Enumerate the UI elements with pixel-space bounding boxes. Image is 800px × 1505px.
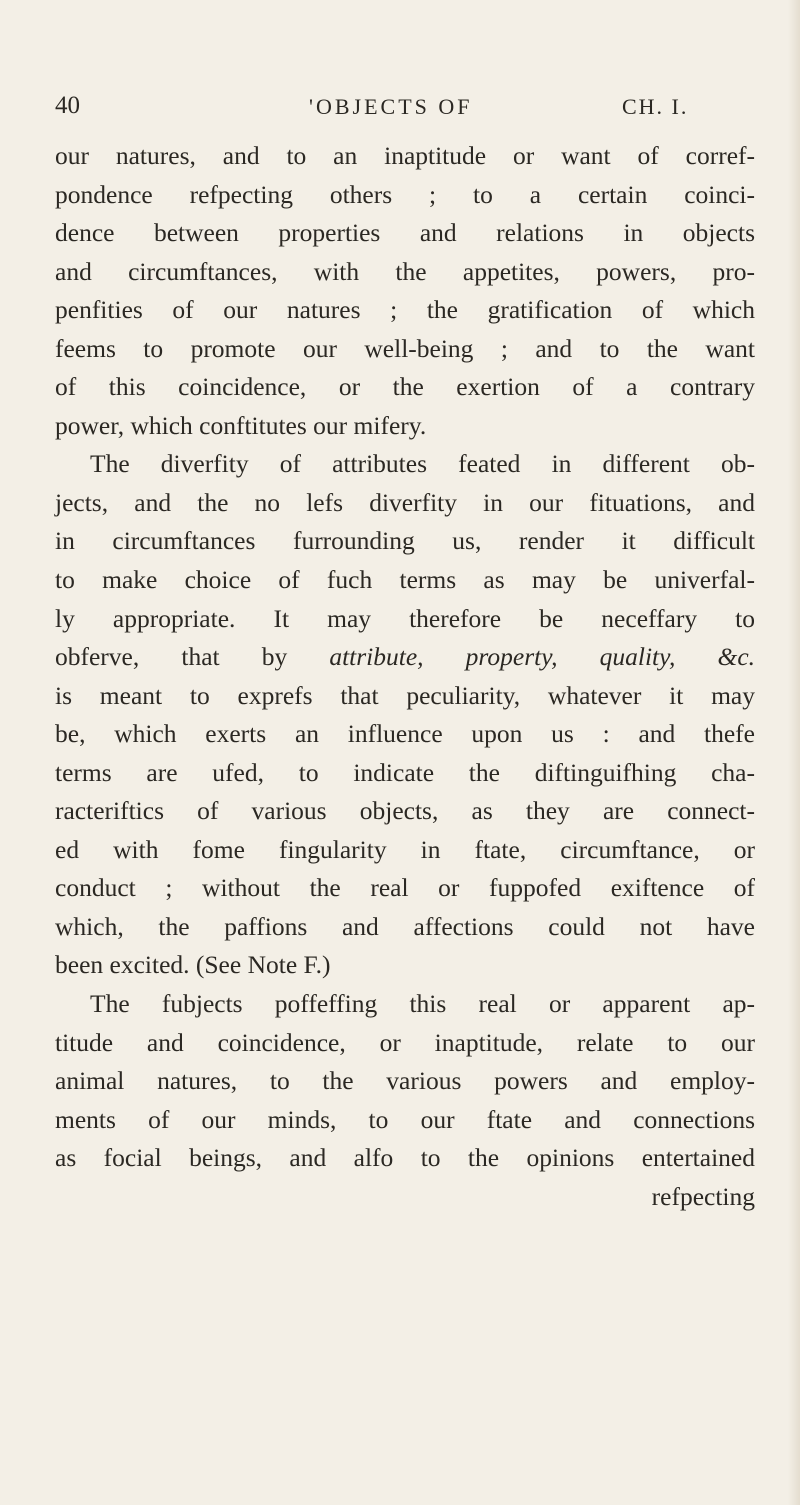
text-line: feems to promote our well-being ; and to the want [55,333,755,363]
text-line: ly appropriate. It may therefore be neceffary to [55,603,755,633]
text-line: and circumftances, with the appetites, powers, pro- [55,256,755,286]
text-line: ments of our minds, to our ftate and connections [55,1104,755,1134]
page-number: 40 [55,92,80,119]
text-line: jects, and the no lefs diverfity in our fituations, and [55,487,755,517]
text-line: our natures, and to an inaptitude or want of corref- [55,141,755,170]
text-line: dence between properties and relations in objects [55,218,755,248]
text-line: penfities of our natures ; the gratification of which [55,295,755,325]
text-line: ed with fome fingularity in ftate, circumftance, or [55,834,755,864]
text-line: animal natures, to the various powers and employ- [55,1066,755,1096]
text-line: power, which conftitutes our mifery. [55,410,427,440]
text-line: The fubjects poffeffing this real or apparent ap- [90,989,755,1019]
running-title: 'OBJECTS OF [309,94,473,119]
text-line: pondence refpecting others ; to a certain coinci- [55,179,755,209]
text-line: terms are ufed, to indicate the diftinguifhing cha- [55,757,755,787]
chapter-label: CH. I. [622,94,689,119]
text-line: The diverfity of attributes feated in different ob- [90,449,755,479]
text-line: titude and coincidence, or inaptitude, relate to our [55,1027,755,1057]
text-line: conduct ; without the real or fuppofed exiftence of [55,873,755,903]
text-line: which, the paffions and affections could not have [55,911,755,941]
text-line: been excited. (See Note F.) [55,950,331,980]
text-line: be, which exerts an influence upon us : and thefe [55,719,755,749]
page-header [55,92,755,132]
text-line: of this coincidence, or the exertion of a contrary [55,372,755,402]
catchword: refpecting [651,1181,755,1211]
text-line: racteriftics of various objects, as they are connect- [55,796,755,826]
page-edge-shadow [788,0,800,1505]
body-text [55,137,755,1216]
text-line: in circumftances furrounding us, render it difficult [55,526,755,556]
text-line: obferve, that by attribute, property, quality, &c. [55,642,756,672]
text-line: to make choice of fuch terms as may be univerfal- [55,565,755,595]
text-line: is meant to exprefs that peculiarity, whatever it may [55,680,755,710]
text-line: as focial beings, and alfo to the opinions entertained [55,1143,755,1173]
